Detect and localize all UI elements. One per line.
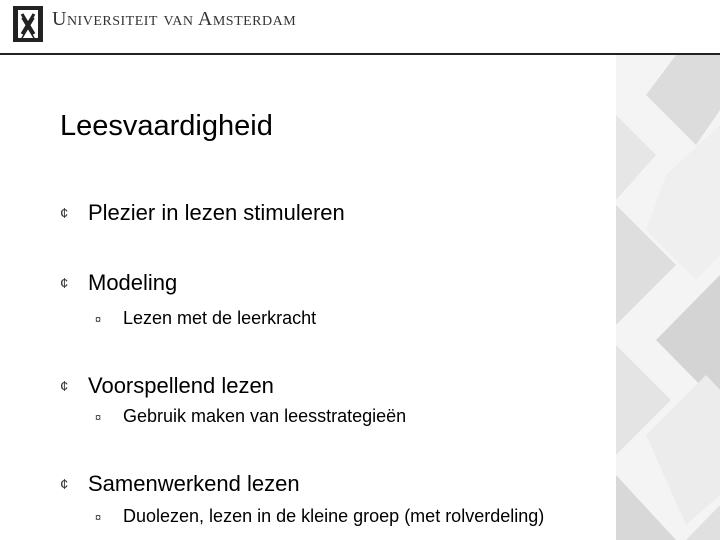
slide-title: Leesvaardigheid (60, 110, 273, 142)
bullet-icon: ¢ (60, 275, 69, 292)
bullet-icon: ¢ (60, 205, 69, 222)
bullet-text: Duolezen, lezen in de kleine groep (met rolverdeling) (123, 506, 545, 526)
bullet-text: Modeling (88, 270, 178, 295)
bullet-item (60, 270, 177, 296)
bullet-icon: ¢ (60, 476, 69, 493)
sub-bullet-item (95, 506, 544, 527)
bullet-text: Lezen met de leerkracht (123, 308, 317, 328)
bullet-text: Plezier in lezen stimuleren (88, 200, 345, 225)
bullet-icon: ¤ (95, 412, 102, 424)
bullet-text: Gebruik maken van leesstrategieën (123, 406, 407, 426)
bullet-icon: ¤ (95, 512, 102, 524)
bullet-item (60, 200, 345, 226)
sub-bullet-item (95, 406, 406, 427)
header-divider (0, 53, 720, 55)
university-name: Universiteit van Amsterdam (52, 8, 297, 30)
header (0, 0, 720, 54)
bullet-item (60, 373, 274, 399)
bullet-icon: ¤ (95, 314, 102, 326)
decorative-pattern (616, 55, 720, 540)
sub-bullet-item (95, 308, 316, 329)
bullet-item (60, 471, 300, 497)
bullet-text: Voorspellend lezen (88, 373, 274, 398)
bullet-icon: ¢ (60, 378, 69, 395)
university-crest-icon (13, 6, 43, 42)
bullet-text: Samenwerkend lezen (88, 471, 300, 496)
